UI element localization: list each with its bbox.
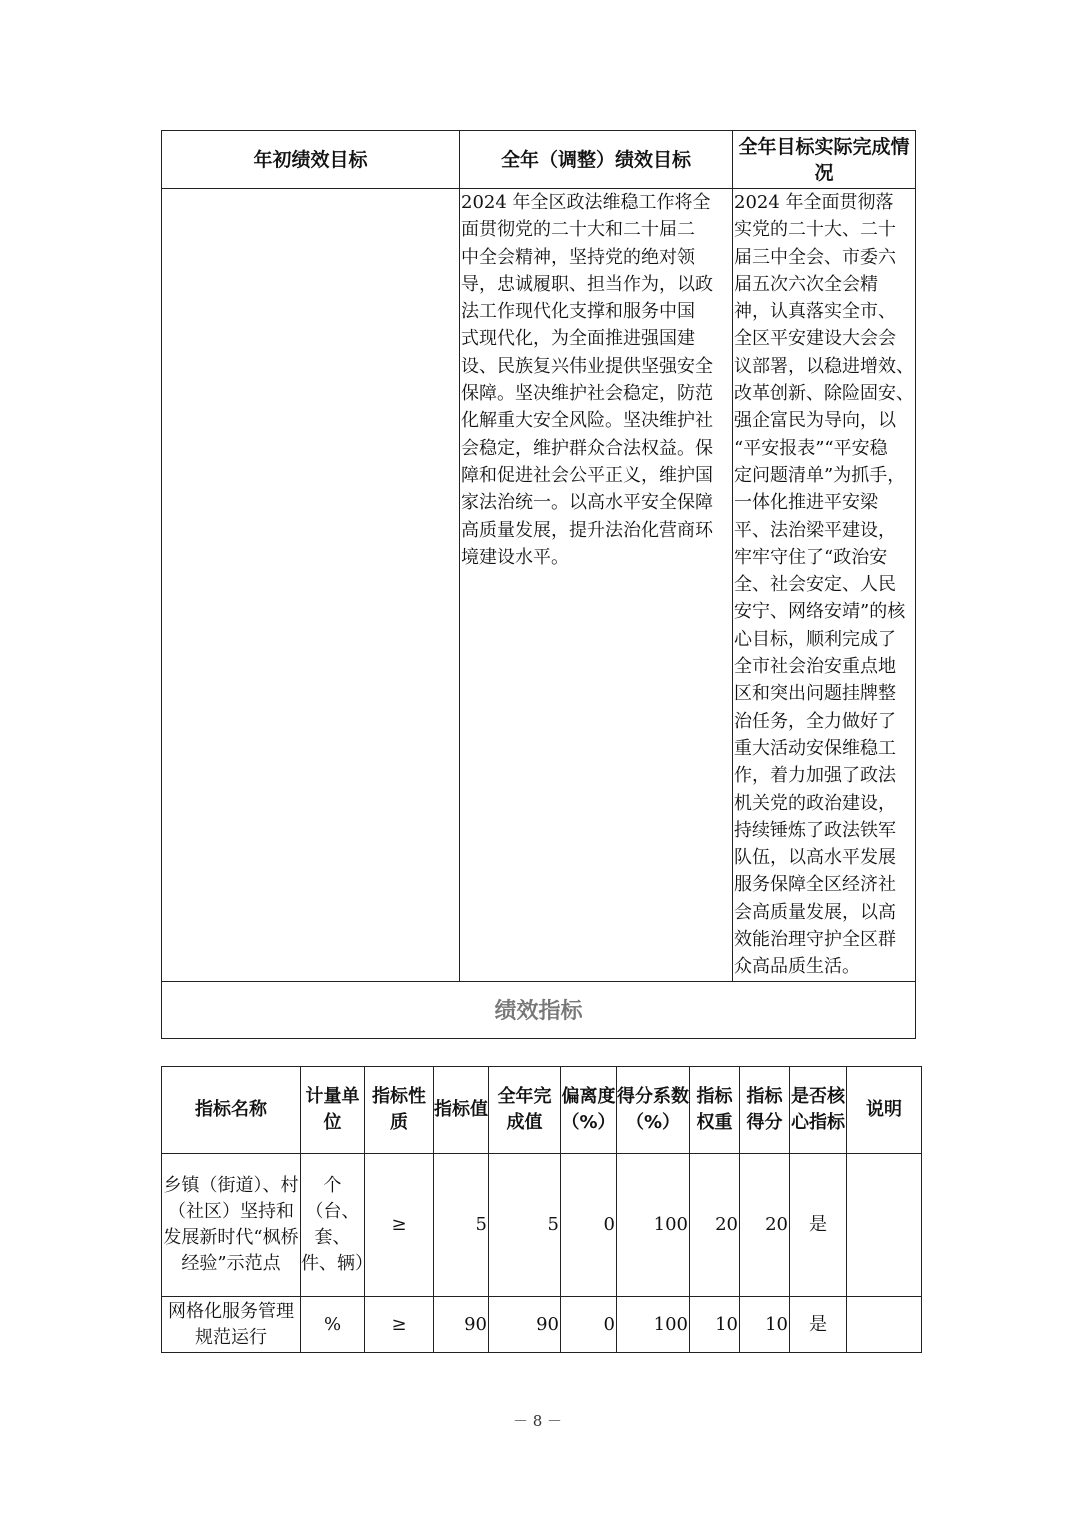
- text-line: 2024 年全面贯彻落: [734, 192, 894, 213]
- indicator-nature: ≥: [365, 1297, 434, 1353]
- text-line: 全区平安建设大会会: [734, 328, 896, 350]
- text-line: 实党的二十大、二十: [734, 219, 896, 241]
- text-line: 议部署，以稳进增效、: [734, 355, 914, 377]
- text-line: 服务保障全区经济社: [734, 874, 896, 896]
- goals-table: [161, 130, 916, 1039]
- text-line: 境建设水平。: [461, 546, 569, 568]
- text-line: 重大活动安保维稳工: [734, 737, 896, 759]
- text-line: 定问题清单”为抓手，: [734, 464, 906, 486]
- text-line: 效能治理守护全区群: [734, 929, 896, 951]
- header-completed: 全年完成值: [489, 1067, 561, 1154]
- header-initial-goal: 年初绩效目标: [162, 131, 460, 189]
- initial-goal-cell: [162, 189, 460, 982]
- header-core: 是否核心指标: [790, 1067, 847, 1154]
- indicator-weight: 20: [690, 1154, 740, 1297]
- section-row: [162, 981, 916, 1038]
- header-deviation: 偏离度（%）: [561, 1067, 617, 1154]
- indicator-note: [847, 1297, 922, 1353]
- text-line: 心目标，顺利完成了: [734, 628, 896, 650]
- indicator-score-coef: 100: [617, 1154, 690, 1297]
- text-line: 届三中全会、市委六: [734, 246, 896, 268]
- actual-completion-cell: [733, 189, 916, 982]
- text-line: 持续锤炼了政法铁军: [734, 819, 896, 841]
- header-indicator-name: 指标名称: [162, 1067, 301, 1154]
- indicator-name: 网格化服务管理规范运行: [162, 1297, 301, 1353]
- header-note: 说明: [847, 1067, 922, 1154]
- text-line: 设、民族复兴伟业提供坚强安全: [461, 355, 713, 377]
- header-weight: 指标权重: [690, 1067, 740, 1154]
- indicator-completed: 90: [489, 1297, 561, 1353]
- text-line: 会稳定，维护群众合法权益。保: [461, 437, 713, 459]
- text-line: “平安报表”“平安稳: [734, 437, 888, 459]
- text-line: 强企富民为导向，以: [734, 410, 896, 432]
- table-row: [162, 1154, 922, 1297]
- text-line: 区和突出问题挂牌整: [734, 683, 896, 705]
- indicator-nature: ≥: [365, 1154, 434, 1297]
- text-line: 中全会精神，坚持党的绝对领: [461, 246, 695, 268]
- text-line: 化解重大安全风险。坚决维护社: [461, 410, 713, 432]
- text-line: 导，忠诚履职、担当作为，以政: [461, 273, 713, 295]
- indicator-score-coef: 100: [617, 1297, 690, 1353]
- indicator-core: 是: [790, 1154, 847, 1297]
- header-score-coef: 得分系数（%）: [617, 1067, 690, 1154]
- text-line: 治任务，全力做好了: [734, 710, 896, 732]
- text-line: 安宁、网络安靖”的核: [734, 601, 906, 623]
- text-line: 高质量发展，提升法治化营商环: [461, 519, 713, 541]
- text-line: 牢牢守住了“政治安: [734, 546, 888, 568]
- adjusted-goal-cell: [460, 189, 733, 982]
- indicator-completed: 5: [489, 1154, 561, 1297]
- table-row: [162, 1297, 922, 1353]
- header-adjusted-goal: 全年（调整）绩效目标: [460, 131, 733, 189]
- text-line: 队伍，以高水平发展: [734, 847, 896, 869]
- indicator-score: 10: [740, 1297, 790, 1353]
- section-title: 绩效指标: [162, 981, 916, 1038]
- text-line: 改革创新、除险固安、: [734, 383, 914, 405]
- indicator-target: 90: [434, 1297, 489, 1353]
- header-actual-completion: 全年目标实际完成情况: [733, 131, 916, 189]
- text-line: 法工作现代化支撑和服务中国: [461, 301, 695, 323]
- header-target: 指标值: [434, 1067, 489, 1154]
- header-unit: 计量单位: [301, 1067, 365, 1154]
- text-line: 障和促进社会公平正义，维护国: [461, 464, 713, 486]
- indicators-header-row: [162, 1067, 922, 1154]
- text-line: 神，认真落实全市、: [734, 301, 896, 323]
- indicator-note: [847, 1154, 922, 1297]
- indicator-target: 5: [434, 1154, 489, 1297]
- header-nature: 指标性质: [365, 1067, 434, 1154]
- goals-header-row: [162, 131, 916, 189]
- text-line: 平、法治梁平建设，: [734, 519, 896, 541]
- indicator-unit: %: [301, 1297, 365, 1353]
- indicator-unit: 个（台、套、件、辆）: [301, 1154, 365, 1297]
- indicator-score: 20: [740, 1154, 790, 1297]
- text-line: 面贯彻党的二十大和二十届二: [461, 219, 695, 241]
- text-line: 全市社会治安重点地: [734, 656, 896, 678]
- text-line: 一体化推进平安梁: [734, 492, 878, 514]
- text-line: 作，着力加强了政法: [734, 765, 896, 787]
- indicator-deviation: 0: [561, 1154, 617, 1297]
- goals-body-row: [162, 189, 916, 982]
- indicator-weight: 10: [690, 1297, 740, 1353]
- indicator-core: 是: [790, 1297, 847, 1353]
- text-line: 式现代化，为全面推进强国建: [461, 328, 695, 350]
- text-line: 届五次六次全会精: [734, 273, 878, 295]
- text-line: 众高品质生活。: [734, 956, 860, 978]
- text-line: 保障。坚决维护社会稳定，防范: [461, 383, 713, 405]
- header-score: 指标得分: [740, 1067, 790, 1154]
- text-line: 机关党的政治建设，: [734, 792, 896, 814]
- text-line: 家法治统一。以高水平安全保障: [461, 492, 713, 514]
- text-line: 2024 年全区政法维稳工作将全: [461, 192, 711, 213]
- indicator-deviation: 0: [561, 1297, 617, 1353]
- text-line: 全、社会安定、人民: [734, 574, 896, 596]
- indicators-table: [161, 1066, 922, 1353]
- text-line: 会高质量发展，以高: [734, 901, 896, 923]
- page-number: － 8 －: [512, 1412, 563, 1430]
- indicator-name: 乡镇（街道）、村（社区）坚持和发展新时代“枫桥经验”示范点: [162, 1154, 301, 1297]
